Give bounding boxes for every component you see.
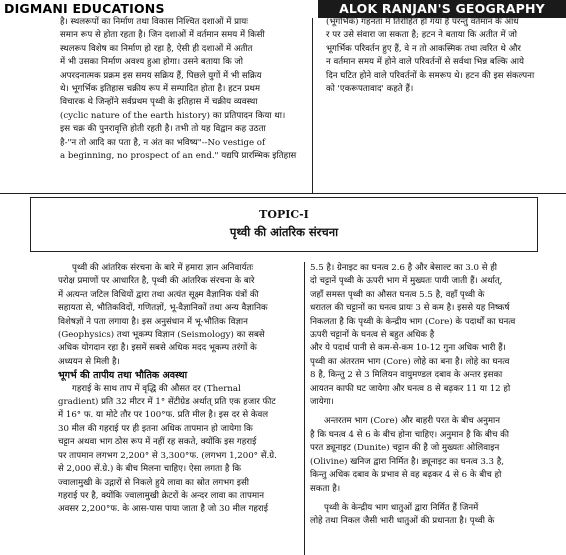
text-line: गहराई पर है, क्योंकि ज्वालामुखी क्रेटरों के अन्दर लावा का तापमान [58, 490, 264, 501]
text-line: लोहे तथा निकल जैसी भारी धातुओं की प्रधानता है। पृथ्वी के [310, 516, 495, 527]
text-line: अधिक योगदान रहा है। इसमें सबसे अधिक मदद भूकम्प तरंगों के [58, 343, 257, 354]
text-line: सहायता से, भौतिकविदों, गणितज्ञों, भू-वैज्ञानिकों तथा अन्य वैज्ञानिक [58, 303, 268, 314]
text-line: विचारक थे जिन्होंने सर्वप्रथम पृथ्वी के इतिहास में चक्रीय व्यवस्था [60, 97, 258, 108]
top-left-column [60, 16, 300, 163]
header-left-title: DIGMANI EDUCATIONS [4, 0, 254, 18]
text-line: धरातल की चट्टानों का घनत्व प्रायः 3 से कम है। इससे यह निष्कर्ष [310, 303, 510, 314]
text-line: (Geophysics) तथा भूकम्प विज्ञान (Seismology) का सबसे [58, 330, 265, 341]
text-line: किन्तु अधिक दबाव के प्रभाव से वह बढ़कर 4 से 6 के बीच हो [310, 470, 502, 481]
text-line: निकलता है कि पृथ्वी के केन्द्रीय भाग (Core) के पदार्थों का घनत्व [310, 316, 516, 327]
text-line: र पर उसे संवारा जा सकता है; हटन ने बताया कि अतीत में जो [326, 30, 517, 41]
text-line: अपरदनात्मक प्रक्रम इस समय सक्रिय हैं, पिछले युगों में भी सक्रिय [60, 70, 262, 81]
text-line: है। स्थलरूपों का निर्माण तथा विकास निश्चित दशाओं में प्रायः [60, 17, 248, 27]
text-line: (भूगर्भिक) गहनता में तिरोहित हो गया है परन्तु वर्तमान के आध [326, 17, 519, 27]
text-line: आयतन काफी घट जायेगा और घनत्व 8 से बढ़कर 11 या 12 हो [310, 383, 511, 394]
bottom-right-column [310, 262, 540, 529]
text-line: a beginning, no prospect of an end." यद्यपि प्रारम्भिक इतिहास [60, 151, 297, 162]
header-right-title: ALOK RANJAN'S GEOGRAPHY [318, 0, 566, 18]
text-line: ज्वालामुखी के उद्गारों से निकले हुये लावा का स्रोत लगभग इसी [58, 477, 250, 488]
top-right-column [326, 16, 552, 96]
top-section-rule [0, 193, 566, 194]
text-line: अन्तरतम भाग (Core) और बाहरी परत के बीच अनुमान [324, 416, 500, 427]
text-line: पृथ्वी की आंतरिक संरचना के बारे में हमारा ज्ञान अनिवार्यतः [72, 263, 254, 273]
text-line: अवसर 2,200°फ. के आस-पास पाया जाता है जो 30 मील गहराई [58, 504, 268, 515]
text-line: समान रूप से होता रहता है। जिन दशाओं में वर्तमान समय में किसी [60, 30, 265, 41]
text-line: gradient) प्रति 32 मीटर में 1° सेंटीग्रेड अर्थात् प्रति एक हजार फीट [58, 397, 276, 408]
text-line: पर तापमान लगभग 2,200° से 3,300°फ. (लगभग 1,200° सें.ग्रे. [58, 450, 277, 461]
text-line: न वर्तमान समय में होने वाले परिवर्तनों से सर्वथा भिन्न बल्कि आये [326, 57, 525, 68]
text-line: गहराई के साथ ताप में वृद्धि की औसत दर (Thernal [72, 383, 241, 394]
text-line: है कि घनत्व 4 से 6 के बीच होना चाहिए। अनुमान है कि बीच की [310, 429, 510, 440]
topic-box [30, 197, 538, 252]
topic-subtitle: पृथ्वी की आंतरिक संरचना [229, 225, 339, 239]
text-line: परत ड्यूनाइट (Dunite) चट्टान की है जो मुख्यतः ओलिवाइन [310, 443, 500, 454]
text-line: 8 है, किन्तु 2 से 3 मिलियन वायुमण्डल दबाव के अन्तर इसका [310, 370, 503, 381]
text-line: स्थलरूप विशेष का निर्माण हो रहा है, ऐसी ही दशाओं में अतीत [60, 43, 253, 54]
text-line: सकता है। [310, 483, 341, 494]
topic-title: TOPIC-I [259, 208, 309, 221]
section-heading: भूगर्भ की तापीय तथा भौतिक अवस्था [58, 370, 188, 382]
text-line: को 'एकरूपतावाद' कहते हैं। [326, 84, 414, 95]
text-line: विशेषज्ञों ने पता लगाया है। इस अनुसंधान में भू-भौतिक विज्ञान [58, 316, 248, 327]
text-line: पृथ्वी का अंतरतम भाग (Core) लोहे का बना है। लोहे का घनत्व [310, 356, 510, 367]
top-column-divider [312, 18, 313, 193]
text-line: थे। भूगर्भिक इतिहास चक्रीय रूप में सम्पादित होता है। हटन प्रथम [60, 84, 260, 95]
text-line: 5.5 है। ग्रेनाइट का घनत्व 2.6 है और बेसाल्ट का 3.0 से ही [310, 263, 498, 273]
text-line: चट्टान अथवा भाग ठोस रूप में नहीं रह सकते, क्योंकि इस गहराई [58, 437, 257, 448]
text-line: अध्ययन से मिली है। [58, 356, 120, 367]
text-line: इस चक्र की पुनरावृत्ति होती रहती है। तभी तो यह विद्वान कह उठता [60, 124, 266, 135]
text-line: से 2,000 सें.ग्रे.) के बीच मिलना चाहिए। ऐसा लगता है कि [58, 464, 242, 475]
text-line: भूगर्भिक परिवर्तन हुए हैं, वे न तो आकस्मिक तथा त्वरित थे और [326, 43, 521, 54]
bottom-column-divider [304, 262, 305, 555]
text-line: में अत्यन्त जटिल विधियों द्वारा तथा अत्यंत सूक्ष्म वैज्ञानिक यंत्रों की [58, 289, 259, 300]
text-line: (Olivine) खनिज द्वारा निर्मित है। ड्यूनाइट का घनत्व 3.3 है, [310, 456, 505, 467]
text-line: पृथ्वी के केन्द्रीय भाग धातुओं द्वारा निर्मित हैं जिनमें [324, 502, 479, 513]
text-line: दिन घटित होने वाले परिवर्तनों के समरूप थे। हटन की इस संकल्पना [326, 70, 535, 81]
text-line: में भी उसका निर्माण अवश्य हुआ होगा। उसने बताया कि जो [60, 57, 244, 68]
text-line: (cyclic nature of the earth history) का प्रतिपादन किया था। [60, 110, 286, 121]
text-line: जायेगा। [310, 397, 334, 408]
text-line: जहाँ समस्त पृथ्वी का औसत घनत्व 5.5 है, वहाँ पृथ्वी के [310, 289, 485, 300]
text-line: है-"न तो आदि का पता है, न अंत का भविष्य"--No vestige of [60, 137, 266, 148]
text-line: ऊपरी चट्टानों के घनत्व से बहुत अधिक है [310, 330, 435, 341]
text-line: 30 मील की गहराई पर ही इतना अधिक तापमान हो जायेगा कि [58, 423, 253, 434]
text-line: और ये पदार्थ पानी से कम-से-कम 10-12 गुना अधिक भारी हैं। [310, 343, 506, 354]
text-line: दो चट्टानें पृथ्वी के ऊपरी भाग में मुख्यतः पायी जाती हैं। अर्थात्, [310, 276, 503, 287]
text-line: में 16° फ. या मोटे तौर पर 100°फ. प्रति मील है। इस दर से केवल [58, 410, 269, 421]
bottom-left-column [58, 262, 298, 517]
text-line: परोक्ष प्रमाणों पर आधारित है, पृथ्वी की आंतरिक संरचना के बारे [58, 276, 255, 287]
